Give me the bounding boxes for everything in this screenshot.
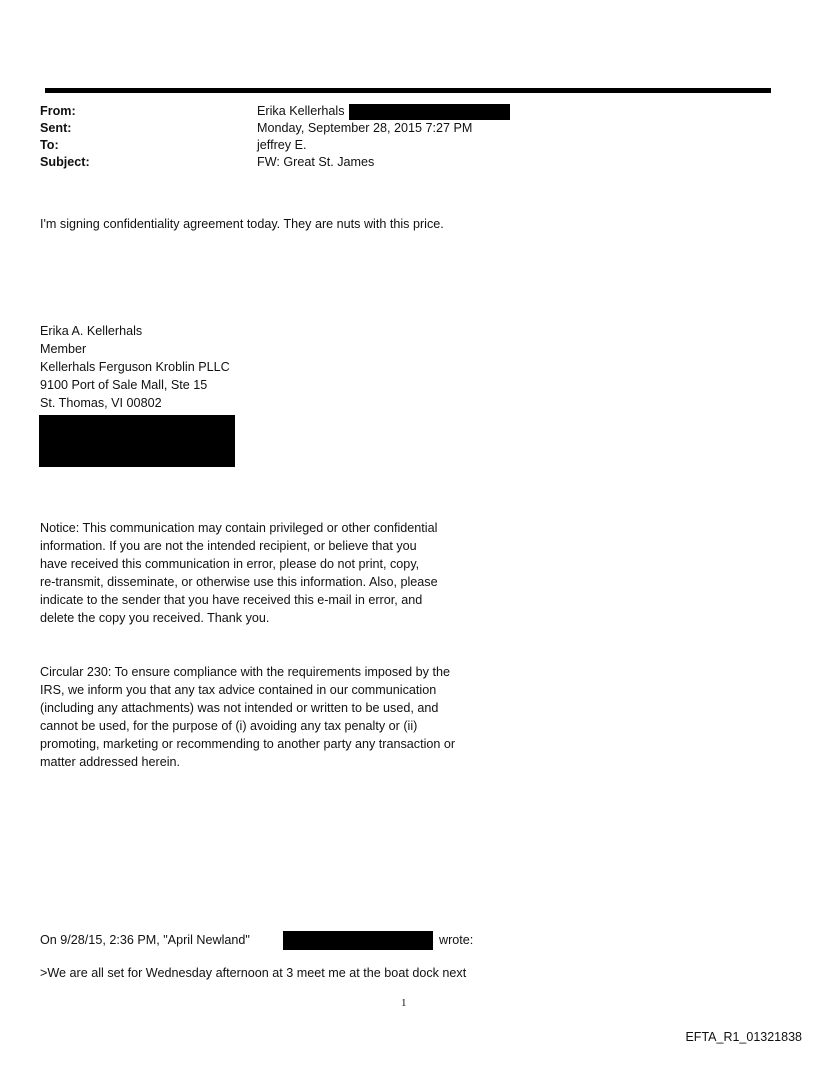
quote-intro-suffix: wrote:: [439, 933, 474, 947]
signature-line: Erika A. Kellerhals: [40, 324, 143, 338]
page-number: 1: [401, 997, 407, 1009]
signature-line: St. Thomas, VI 00802: [40, 396, 162, 410]
circular-line: cannot be used, for the purpose of (i) avoiding any tax penalty or (ii): [40, 719, 418, 733]
notice-line: Notice: This communication may contain privileged or other confidential: [40, 521, 438, 535]
circular-line: IRS, we inform you that any tax advice contained in our communication: [40, 683, 437, 697]
redaction-signature-contact: [39, 415, 235, 467]
sent-value: Monday, September 28, 2015 7:27 PM: [257, 121, 473, 135]
notice-line: indicate to the sender that you have received this e-mail in error, and: [40, 593, 423, 607]
circular-line: Circular 230: To ensure compliance with the requirements imposed by the: [40, 665, 450, 679]
notice-paragraph: [40, 519, 438, 627]
circular-line: (including any attachments) was not intended or written to be used, and: [40, 701, 439, 715]
circular-line: promoting, marketing or recommending to another party any transaction or: [40, 737, 456, 751]
redaction-sender-email: [283, 931, 433, 950]
signature-block: [40, 322, 230, 412]
to-label: To:: [40, 138, 59, 152]
header-rule: [45, 88, 771, 93]
signature-line: Member: [40, 342, 87, 356]
from-value: Erika Kellerhals: [257, 104, 345, 118]
signature-line: 9100 Port of Sale Mall, Ste 15: [40, 378, 208, 392]
signature-line: Kellerhals Ferguson Kroblin PLLC: [40, 360, 230, 374]
notice-line: delete the copy you received. Thank you.: [40, 611, 270, 625]
notice-line: information. If you are not the intended recipient, or believe that you: [40, 539, 417, 553]
quoted-line: >We are all set for Wednesday afternoon at 3 meet me at the boat dock next: [40, 966, 467, 980]
subject-value: FW: Great St. James: [257, 155, 375, 169]
circular-230-paragraph: [40, 663, 455, 771]
circular-line: matter addressed herein.: [40, 755, 181, 769]
quote-intro: On 9/28/15, 2:36 PM, "April Newland": [40, 933, 250, 947]
sent-label: Sent:: [40, 121, 72, 135]
from-label: From:: [40, 104, 76, 118]
to-value: jeffrey E.: [257, 138, 307, 152]
subject-label: Subject:: [40, 155, 90, 169]
notice-line: have received this communication in error, please do not print, copy,: [40, 557, 420, 571]
notice-line: re-transmit, disseminate, or otherwise use this information. Also, please: [40, 575, 438, 589]
redaction-from-email: [349, 104, 510, 120]
message-body: I'm signing confidentiality agreement today. They are nuts with this price.: [40, 217, 444, 231]
bates-number: EFTA_R1_01321838: [685, 1030, 802, 1044]
